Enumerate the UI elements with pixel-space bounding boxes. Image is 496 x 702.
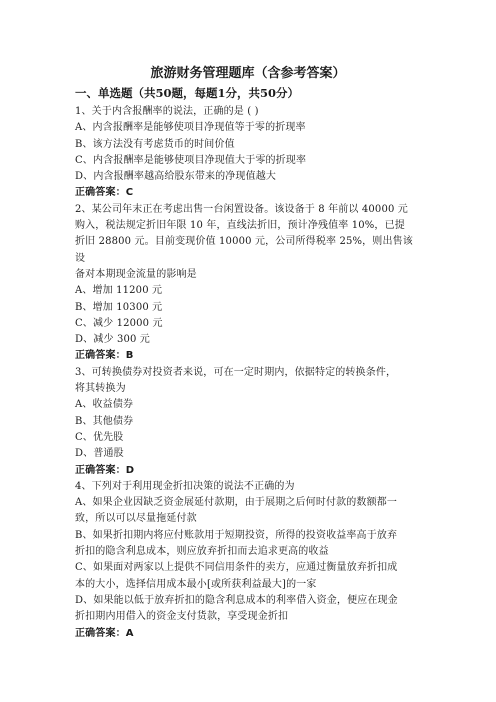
question-1 (75, 104, 421, 202)
question-stem: 4、下列对于利用现金折扣决策的说法不正确的为 (75, 480, 295, 492)
question-4 (75, 479, 421, 642)
option-c-line: 本的大小，选择信用成本最小[或所获利益最大]的一家 (75, 578, 317, 590)
option-c: C、内含报酬率是能够使项目净现值大于零的折现率 (75, 154, 307, 166)
option-d-line: D、如果能以低于放弃折扣的隐含利息成本的利率借入资金，便应在现金 (75, 594, 398, 606)
question-stem-line: 2、某公司年末正在考虑出售一台闲置设备。该设备于 8 年前以 40000 元 (75, 203, 408, 215)
option-d: D、普通股 (75, 448, 124, 460)
question-stem: 1、关于内含报酬率的说法，正确的是 ( ) (75, 106, 259, 117)
option-c: C、减少 12000 元 (75, 317, 163, 329)
option-a-line: A、如果企业因缺乏资金展延付款期，由于展期之后何时付款的数额都一 (75, 497, 398, 509)
option-d: D、内含报酬率越高给股东带来的净现值越大 (75, 171, 277, 183)
option-d-line: 折扣期内用借入的资金支付货款，享受现金折扣 (75, 611, 289, 623)
question-stem-line: 购入，税法规定折旧年限 10 年，直线法折旧，预计净残值率 10%，已提 (75, 220, 405, 232)
section-heading: 一、单选题（共50题，每题1分，共50分） (75, 86, 300, 100)
option-b-line: B、如果折扣期内将应付账款用于短期投资，所得的投资收益率高于放弃 (75, 529, 398, 541)
question-2 (75, 202, 421, 365)
correct-answer: 正确答案：B (75, 350, 134, 362)
correct-answer: 正确答案：D (75, 464, 135, 476)
option-c: C、优先股 (75, 431, 124, 443)
option-a: A、收益债券 (75, 399, 134, 411)
option-d: D、减少 300 元 (75, 334, 150, 346)
option-b: B、其他债券 (75, 415, 134, 427)
question-stem-line: 将其转换为 (75, 383, 126, 395)
option-a: A、内含报酬率是能够使项目净现值等于零的折现率 (75, 122, 306, 134)
option-b-line: 折扣的隐含利息成本，则应放弃折扣而去追求更高的收益 (75, 546, 329, 558)
document-title: 旅游财务管理题库（含参考答案） (150, 66, 346, 81)
option-c-line: C、如果面对两家以上提供不同信用条件的卖方，应通过衡量放弃折扣成 (75, 562, 398, 574)
option-a: A、增加 11200 元 (75, 285, 163, 297)
option-a-line: 致，所以可以尽量拖延付款 (75, 513, 197, 525)
question-stem-line: 折旧 28800 元。目前变现价值 10000 元，公司所得税率 25%，则出售该设 (75, 236, 413, 264)
correct-answer: 正确答案：A (75, 627, 134, 639)
question-stem-line: 3、可转换债券对投资者来说，可在一定时期内，依据特定的转换条件， (75, 366, 397, 378)
question-3 (75, 365, 421, 479)
option-b: B、该方法没有考虑货币的时间价值 (75, 138, 235, 150)
option-b: B、增加 10300 元 (75, 301, 163, 313)
correct-answer: 正确答案：C (75, 187, 134, 199)
question-stem-line: 备对本期现金流量的影响是 (75, 268, 197, 280)
page-content (75, 64, 421, 642)
